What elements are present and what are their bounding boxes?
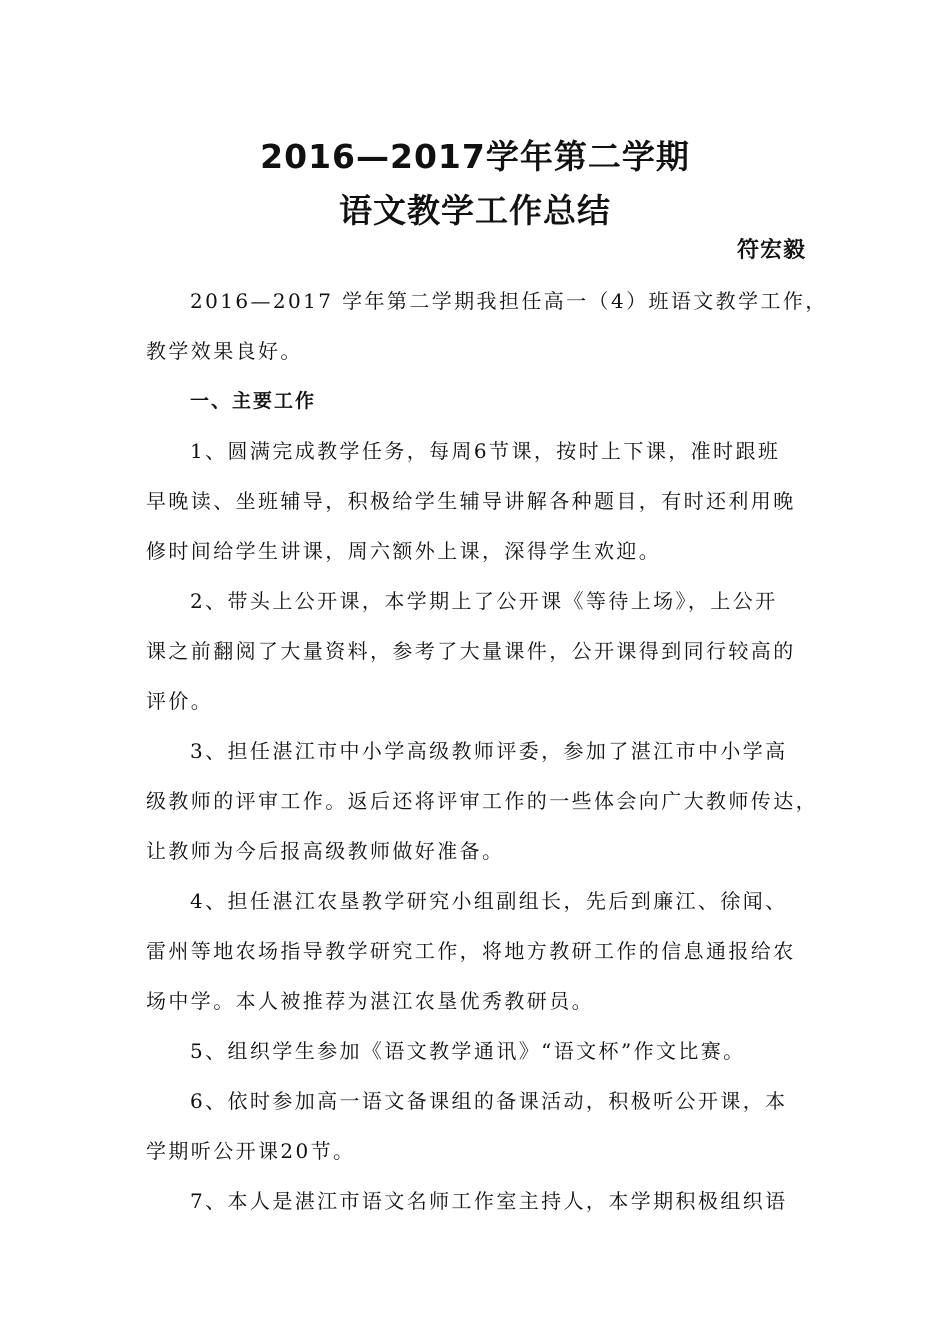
paragraph-line: 3、担任湛江市中小学高级教师评委，参加了湛江市中小学高	[190, 739, 788, 763]
section-heading: 一、主要工作	[190, 390, 317, 412]
author-name: 符宏毅	[736, 238, 806, 263]
paragraph-line: 7、本人是湛江市语文名师工作室主持人，本学期积极组织语	[190, 1189, 788, 1213]
paragraph-line: 2、带头上公开课，本学期上了公开课《等待上场》，上公开	[190, 589, 778, 613]
paragraph-line: 5、组织学生参加《语文教学通讯》“语文杯”作文比赛。	[190, 1039, 746, 1063]
paragraph-line: 级教师的评审工作。返后还将评审工作的一些体会向广大教师传达，	[146, 789, 818, 813]
paragraph-line: 4、担任湛江农垦教学研究小组副组长，先后到廉江、徐闻、	[190, 889, 788, 913]
paragraph-line: 2016—2017 学年第二学期我担任高一（4）班语文教学工作，	[190, 289, 828, 313]
paragraph-line: 6、依时参加高一语文备课组的备课活动，积极听公开课，本	[190, 1089, 788, 1113]
paragraph-line: 早晚读、坐班辅导，积极给学生辅导讲解各种题目，有时还利用晚	[146, 489, 796, 513]
paragraph-line: 1、圆满完成教学任务，每周6节课，按时上下课，准时跟班	[190, 439, 781, 463]
paragraph-line: 课之前翻阅了大量资料，参考了大量课件，公开课得到同行较高的	[146, 639, 796, 663]
paragraph-line: 教学效果良好。	[146, 339, 303, 363]
paragraph-line: 修时间给学生讲课，周六额外上课，深得学生欢迎。	[146, 539, 662, 563]
paragraph-line: 学期听公开课20节。	[146, 1139, 356, 1163]
paragraph-line: 评价。	[146, 689, 214, 713]
paragraph-line: 雷州等地农场指导教学研究工作，将地方教研工作的信息通报给农	[146, 939, 796, 963]
paragraph-line: 让教师为今后报高级教师做好准备。	[146, 839, 505, 863]
title-line-2: 语文教学工作总结	[339, 191, 611, 230]
title-line-1: 2016—2017学年第二学期	[260, 137, 690, 176]
paragraph-line: 场中学。本人被推荐为湛江农垦优秀教研员。	[146, 989, 594, 1013]
